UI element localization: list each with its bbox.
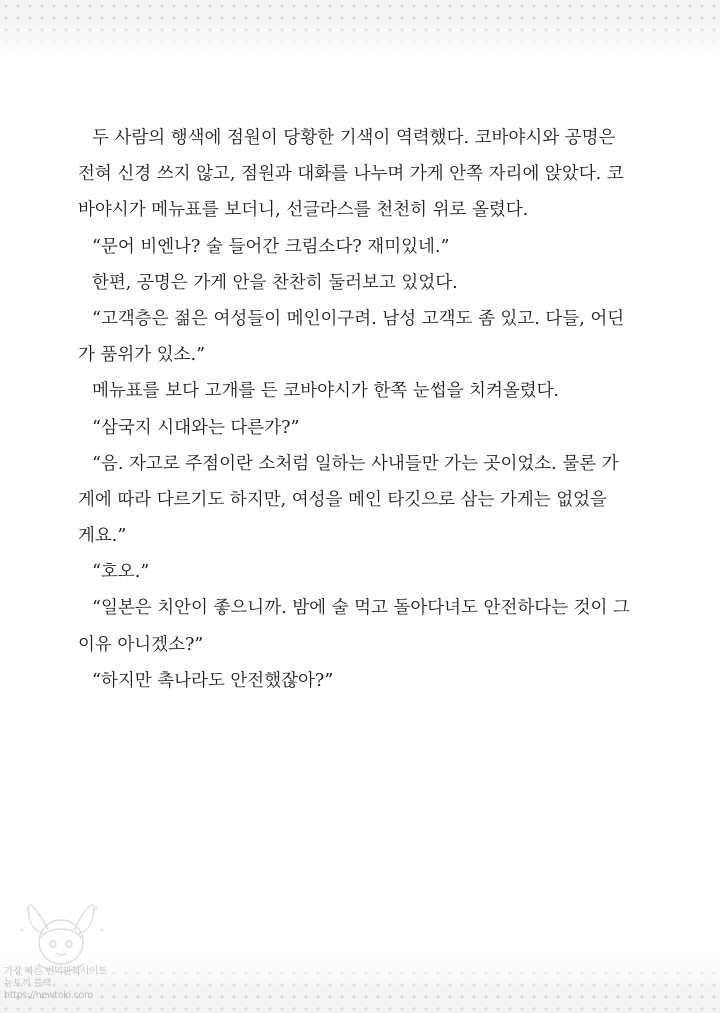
text-line: 전혀 신경 쓰지 않고, 점원과 대화를 나누며 가게 안쪽 자리에 앉았다. 코 [78,164,624,185]
site-watermark [0,890,140,1013]
text-line: 게에 따라 다르기도 하지만, 여성을 메인 타깃으로 삼는 가게는 없었을 [78,489,607,510]
text-line: “고객층은 젊은 여성들이 메인이구려. 남성 고객도 좀 있고. 다들, 어딘 [92,308,625,329]
paragraph [78,554,648,590]
text-line: “문어 비엔나? 술 들어간 크림소다? 재미있네.” [92,236,450,257]
watermark-text: 가장 빠른 번역만화사이트 [4,966,108,977]
text-line: 한편, 공명은 가게 안을 찬찬히 둘러보고 있었다. [92,272,458,293]
text-line: “호오.” [92,562,150,583]
text-line: “하지만 촉나라도 안전했잖아?” [92,670,334,691]
text-line: 이유 아니겠소?” [78,634,204,655]
text-line: 가 품위가 있소.” [78,345,206,366]
paragraph [78,410,648,446]
watermark-text: 뉴토끼 블랙 [4,978,52,989]
paragraph [78,663,648,699]
text-line: 메뉴표를 보다 고개를 든 코바야시가 한쪽 눈썹을 치켜올렸다. [92,381,560,402]
text-line: 두 사람의 행색에 점원이 당황한 기색이 역력했다. 코바야시와 공명은 [92,128,616,148]
paragraph [78,446,648,555]
paragraph [78,590,648,662]
text-line: “음. 자고로 주점이란 소처럼 일하는 사내들만 가는 곳이었소. 물론 가 [92,453,619,474]
text-line: “일본은 치안이 좋으니까. 밤에 술 먹고 돌아다녀도 안전하다는 것이 그 [92,598,630,619]
top-border-pattern [0,0,720,58]
text-line: 바야시가 메뉴표를 보더니, 선글라스를 천천히 위로 올렸다. [78,200,529,221]
novel-text [78,120,648,699]
mascot-watermark-icon [8,890,118,974]
text-line: 게요.” [78,526,127,547]
text-line: “삼국지 시대와는 다른가?” [92,417,300,438]
paragraph [78,265,648,301]
paragraph [78,373,648,409]
watermark-url: https://newtoki.com [4,990,93,1001]
paragraph [78,301,648,373]
paragraph [78,120,648,229]
paragraph [78,229,648,265]
